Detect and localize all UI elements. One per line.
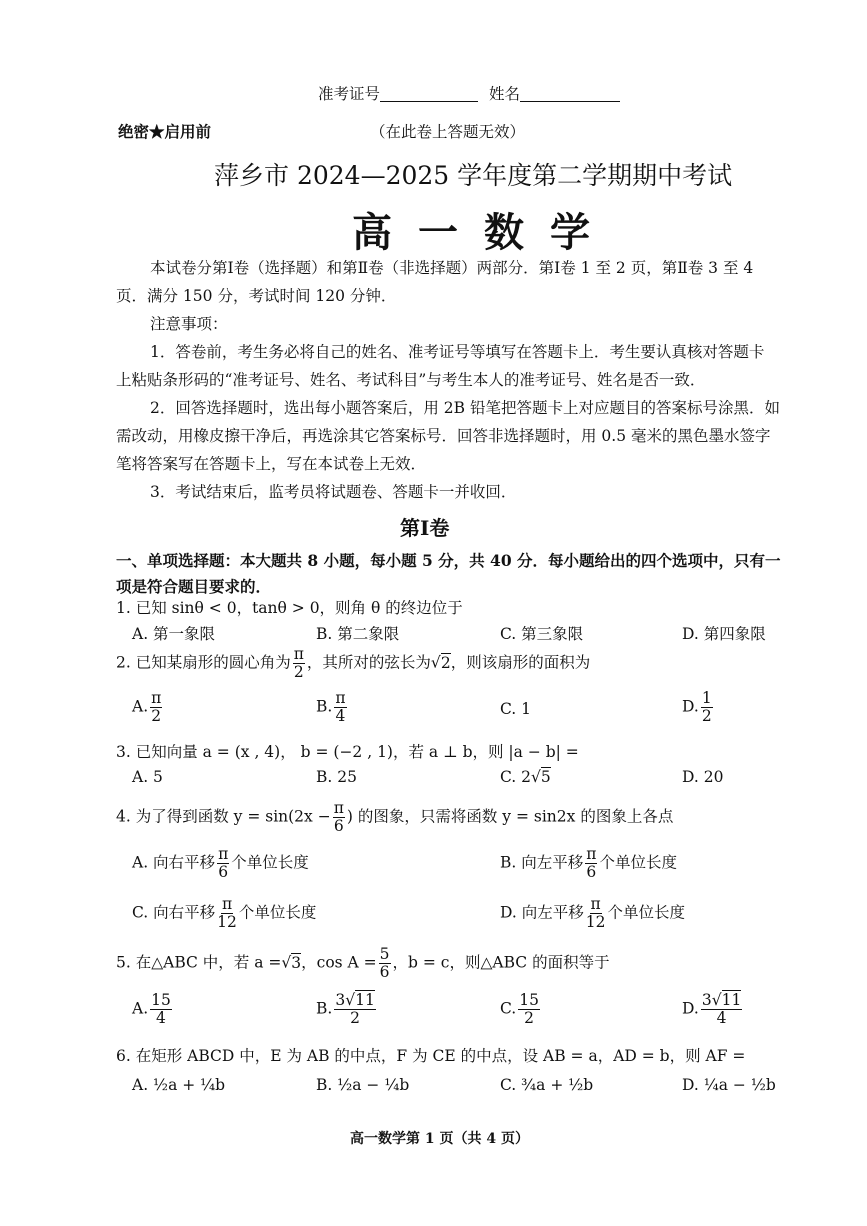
q4-stem xyxy=(116,800,673,835)
q1-option-c: C. 第三象限 xyxy=(500,625,584,643)
q3-option-a: A. 5 xyxy=(132,768,163,786)
q5-option-b xyxy=(316,992,378,1027)
q4-b-num: π xyxy=(586,845,597,863)
exam-id-field xyxy=(318,82,620,104)
q2-b-den: 4 xyxy=(335,707,346,726)
q4-option-a xyxy=(132,846,309,881)
q1-option-d: D. 第四象限 xyxy=(682,625,766,643)
name-blank xyxy=(520,83,620,102)
q6-option-a: A. ½a + ¼b xyxy=(132,1076,226,1094)
q4-d-fraction xyxy=(586,896,606,931)
page-footer: 高一数学第 1 页（共 4 页） xyxy=(350,1131,529,1147)
subject-title: 高一数学 xyxy=(352,209,616,256)
section-desc-1: 一、单项选择题：本大题共 8 小题，每小题 5 分，共 40 分．每小题给出的四个选项中，只有一 xyxy=(116,551,781,570)
q4-b-unit: 个单位长度 xyxy=(599,853,677,872)
notice-2b: 需改动，用橡皮擦干净后，再选涂其它答案标号．回答非选择题时，用 0.5 毫米的黑色墨水签字 xyxy=(116,427,771,445)
q4-b-den: 6 xyxy=(586,863,597,882)
q2-b-fraction xyxy=(334,690,346,725)
q4-a-pre: A. 向右平移 xyxy=(132,853,216,872)
q4-stem-num: π xyxy=(333,799,344,817)
q2-b-label: B. xyxy=(316,697,333,716)
q5-c-num: 15 xyxy=(519,991,539,1009)
q5-stem-post: ，b = c，则△ABC 的面积等于 xyxy=(392,953,610,972)
intro-line-1: 本试卷分第Ⅰ卷（选择题）和第Ⅱ卷（非选择题）两部分．第Ⅰ卷 1 至 2 页，第Ⅱ卷 3 至 4 xyxy=(150,259,754,277)
q4-a-den: 6 xyxy=(218,863,229,882)
exam-id-blank xyxy=(380,83,478,102)
q6-stem: 6. 在矩形 ABCD 中，E 为 AB 的中点，F 为 CE 的中点，设 AB = a，AD = b，则 AF = xyxy=(116,1047,746,1065)
q6-option-d: D. ¼a − ½b xyxy=(682,1076,776,1094)
q2-d-label: D. xyxy=(682,697,699,716)
q5-b-label: B. xyxy=(316,999,333,1018)
q5-option-d xyxy=(682,992,744,1027)
section-title: 第Ⅰ卷 xyxy=(400,516,450,540)
q5-d-den: 4 xyxy=(716,1009,727,1028)
q3-stem: 3. 已知向量 a = (x , 4)， b = (−2 , 1)，若 a ⊥ b，则 |a − b| = xyxy=(116,743,579,761)
q4-option-b xyxy=(500,846,677,881)
notice-2c: 笔将答案写在答题卡上，写在本试卷上无效． xyxy=(116,455,427,473)
q4-b-fraction xyxy=(585,846,597,881)
q5-b-radicand: 11 xyxy=(355,991,375,1009)
q2-d-den: 2 xyxy=(701,707,712,726)
q4-option-c xyxy=(132,896,316,931)
q2-stem-post: ，则该扇形的面积为 xyxy=(450,653,591,672)
q4-d-pre: D. 向左平移 xyxy=(500,903,584,922)
q4-stem-den: 6 xyxy=(333,817,344,836)
q5-cos-den: 6 xyxy=(379,963,390,982)
q2-chord-radicand: 2 xyxy=(440,653,451,672)
notice-title: 注意事项： xyxy=(150,315,228,333)
q6-option-b: B. ½a − ¼b xyxy=(316,1076,410,1094)
q5-radicand: 3 xyxy=(291,953,302,972)
q4-stem-pre: 4. 为了得到函数 y = sin(2x − xyxy=(116,807,331,826)
q5-option-a xyxy=(132,992,174,1027)
q5-cos-num: 5 xyxy=(379,945,390,963)
notice-1b: 上粘贴条形码的“准考证号、姓名、考试科目”与考生本人的准考证号、姓名是否一致． xyxy=(116,371,706,389)
q2-d-num: 1 xyxy=(701,689,712,707)
q4-c-unit: 个单位长度 xyxy=(238,903,317,922)
q4-stem-fraction xyxy=(333,800,345,835)
q5-c-label: C. xyxy=(500,999,517,1018)
q2-a-fraction xyxy=(150,690,162,725)
q2-d-fraction xyxy=(701,690,713,725)
q4-a-fraction xyxy=(217,846,229,881)
q2-b-num: π xyxy=(335,689,346,707)
q2-angle-num: π xyxy=(293,645,304,663)
q4-stem-post: ) 的图象，只需将函数 y = sin2x 的图象上各点 xyxy=(346,807,674,826)
q4-d-num: π xyxy=(590,895,601,913)
name-label: 姓名 xyxy=(488,85,520,103)
q1-option-b: B. 第二象限 xyxy=(316,625,400,643)
q5-stem: 5. 在△ABC 中，若 a =√3，cos A = $\frac{5}{6}$ ，b = c，则△ABC 的面积等于 xyxy=(116,945,610,982)
intro-line-2: 页．满分 150 分，考试时间 120 分钟． xyxy=(116,287,397,305)
q2-option-d xyxy=(682,690,715,725)
q5-stem-pre: 5. 在△ABC 中，若 a = xyxy=(116,953,282,972)
q5-d-fraction xyxy=(701,992,743,1027)
q5-cos-fraction xyxy=(379,946,391,981)
q2-a-label: A. xyxy=(132,697,149,716)
q4-a-unit: 个单位长度 xyxy=(231,853,309,872)
q1-stem: 1. 已知 sinθ < 0，tanθ > 0，则角 θ 的终边位于 xyxy=(116,599,463,617)
q3-option-b: B. 25 xyxy=(316,768,357,786)
q5-a-num: 15 xyxy=(151,991,171,1009)
q4-d-den: 12 xyxy=(585,913,606,932)
q5-stem-mid: ，cos A = xyxy=(301,953,377,972)
q5-b-coef: 3 xyxy=(335,991,346,1009)
q4-c-num: π xyxy=(221,895,233,913)
q5-c-fraction xyxy=(518,992,540,1027)
q4-a-num: π xyxy=(218,845,229,863)
q4-c-den: 12 xyxy=(217,913,237,932)
q3-c-radicand: 5 xyxy=(540,768,551,786)
q5-d-radicand: 11 xyxy=(721,991,742,1009)
q2-option-a xyxy=(132,690,164,725)
q4-d-unit: 个单位长度 xyxy=(607,903,685,922)
q2-option-c: C. 1 xyxy=(500,700,532,718)
q5-b-den: 2 xyxy=(350,1009,361,1028)
q5-a-fraction xyxy=(150,992,172,1027)
q2-stem-pre: 2. 已知某扇形的圆心角为 xyxy=(116,653,291,672)
confidential-mark: 绝密★启用前 xyxy=(118,122,212,141)
section-desc-2: 项是符合题目要求的． xyxy=(116,577,272,596)
q5-a-den: 4 xyxy=(156,1009,166,1028)
q2-stem: 2. 已知某扇形的圆心角为 $\frac{\pi}{2}$ ，其所对的弦长为√2，则该扇形的面积为 xyxy=(116,645,591,682)
exam-title: 萍乡市 2024—2025 学年度第二学期期中考试 xyxy=(214,161,733,190)
q3-c-coef: C. 2 xyxy=(500,768,532,786)
q2-a-num: π xyxy=(151,689,162,707)
q5-b-fraction xyxy=(334,992,376,1027)
exam-id-label: 准考证号 xyxy=(318,85,381,103)
q3-option-c: C. 2√5 xyxy=(500,768,551,786)
q5-a-label: A. xyxy=(132,999,149,1018)
q5-d-num: 3√11 xyxy=(701,991,742,1009)
q5-d-label: D. xyxy=(682,999,699,1018)
q2-angle-den: 2 xyxy=(293,663,304,682)
q1-option-a: A. 第一象限 xyxy=(132,625,216,643)
q6-option-c: C. ¾a + ½b xyxy=(500,1076,594,1094)
q2-a-den: 2 xyxy=(151,707,162,726)
q5-d-coef: 3 xyxy=(701,991,712,1009)
q4-option-d xyxy=(500,896,685,931)
q2-stem-mid: ，其所对的弦长为 xyxy=(306,653,431,672)
notice-3: 3．考试结束后，监考员将试题卷、答题卡一并收回． xyxy=(150,483,517,501)
q5-option-c xyxy=(500,992,542,1027)
q5-b-num: 3√11 xyxy=(335,991,375,1009)
invalid-note: （在此卷上答题无效） xyxy=(370,123,526,141)
notice-2a: 2．回答选择题时，选出每小题答案后，用 2B 铅笔把答题卡上对应题目的答案标号涂黑．如 xyxy=(150,399,780,417)
q4-c-fraction xyxy=(217,896,237,931)
notice-1a: 1．答卷前，考生务必将自己的姓名、准考证号等填写在答题卡上．考生要认真核对答题卡 xyxy=(150,343,765,361)
q4-c-pre: C. 向右平移 xyxy=(132,903,216,922)
q4-b-pre: B. 向左平移 xyxy=(500,853,584,872)
q2-option-b xyxy=(316,690,349,725)
q5-c-den: 2 xyxy=(524,1009,535,1028)
q3-option-d: D. 20 xyxy=(682,768,724,786)
q2-angle-fraction xyxy=(293,646,305,681)
